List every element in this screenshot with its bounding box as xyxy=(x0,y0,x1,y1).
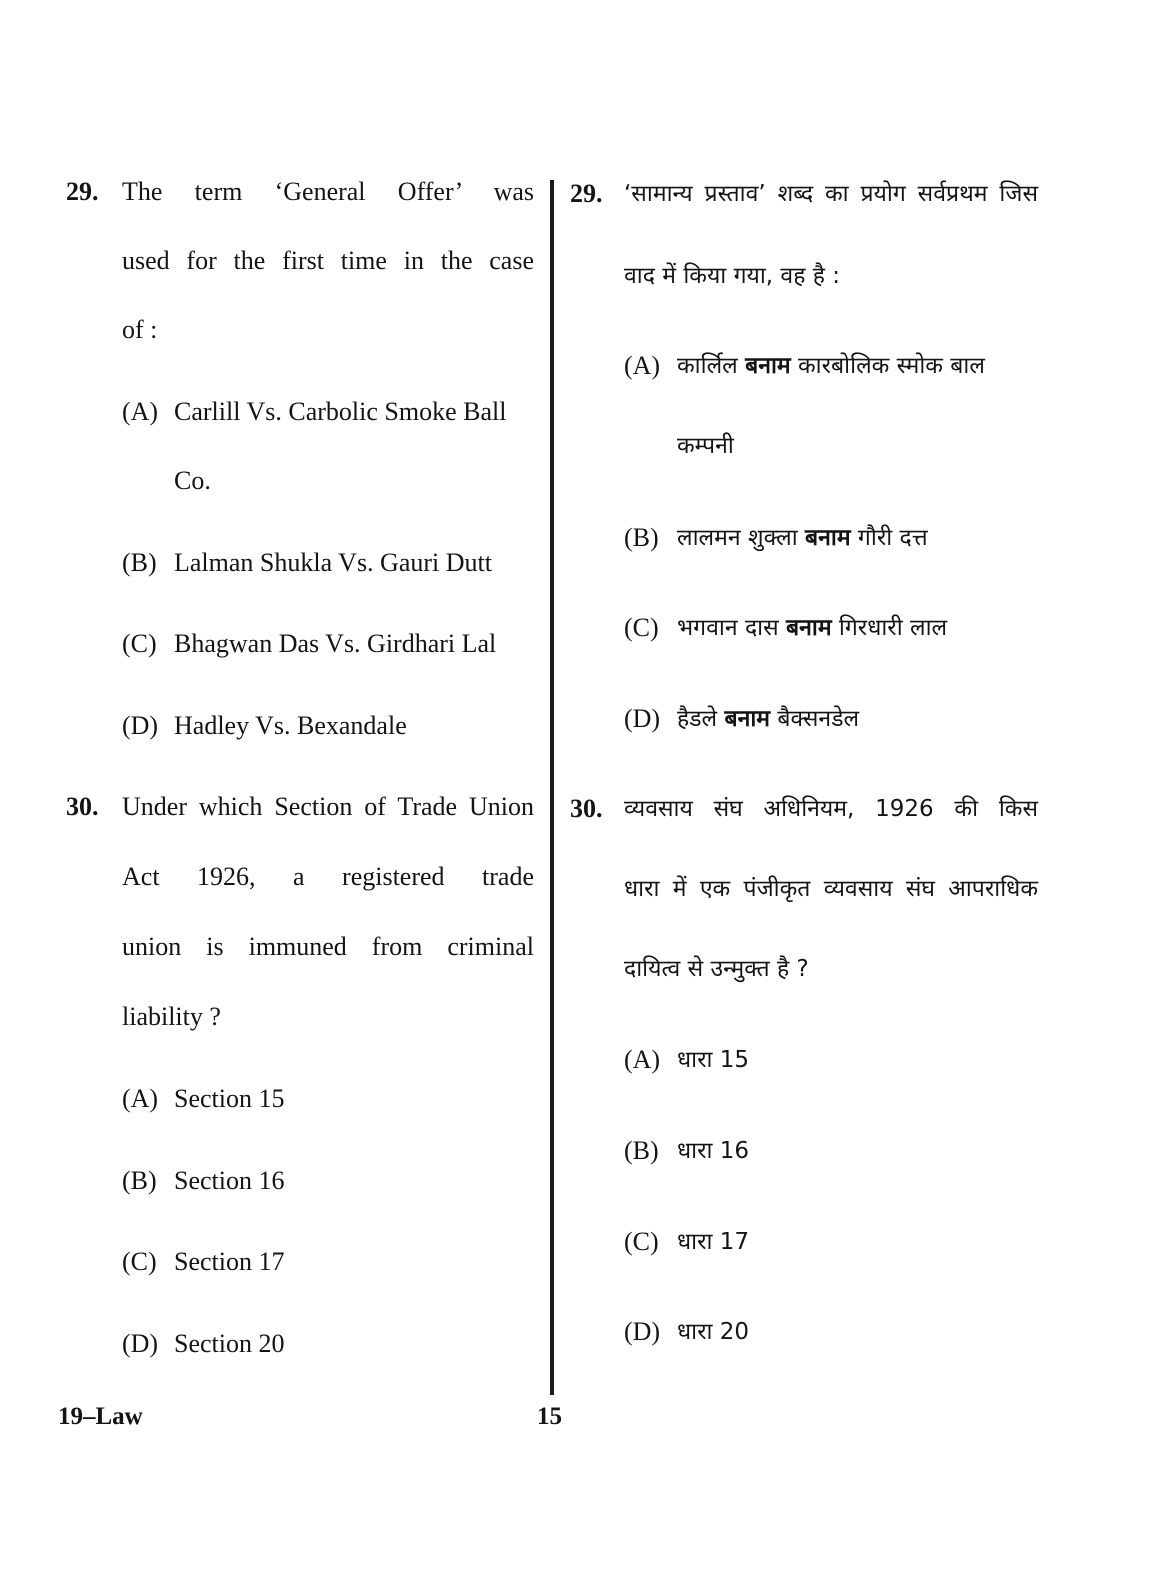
hindi-q29-option-c-label: (C) xyxy=(624,613,659,642)
question-30-line-4: liability ? xyxy=(122,1002,221,1031)
hindi-q29-option-d-text: हैडले बनाम बैक्सनडेल xyxy=(677,706,860,732)
hindi-q29-option-a-line-2: कम्पनी xyxy=(677,433,734,459)
hindi-q29-option-d-label: (D) xyxy=(624,704,661,733)
hindi-question-30-line-1: व्यवसाय संघ अधिनियम, 1926 की किस xyxy=(624,796,1038,822)
question-29-line-1: The term ‘General Offer’ was xyxy=(122,177,534,206)
page-number: 15 xyxy=(537,1403,562,1430)
hindi-q30-option-b-text: धारा 16 xyxy=(677,1138,750,1164)
hindi-question-29-line-1: ‘सामान्य प्रस्ताव’ शब्द का प्रयोग सर्वप्रथम जिस xyxy=(624,181,1038,207)
q29-option-a-line-2: Co. xyxy=(174,466,211,495)
q29-option-c-label: (C) xyxy=(122,629,157,658)
column-divider xyxy=(550,180,554,1395)
hindi-q29-option-a-label: (A) xyxy=(624,351,661,380)
question-30-line-2: Act 1926, a registered trade xyxy=(122,862,534,891)
hindi-q29-option-b-text: लालमन शुक्ला बनाम गौरी दत्त xyxy=(677,525,928,551)
hindi-question-30-line-2: धारा में एक पंजीकृत व्यवसाय संघ आपराधिक xyxy=(624,876,1038,902)
hindi-question-29-line-2: वाद में किया गया, वह है : xyxy=(624,263,841,289)
hindi-q30-option-a-text: धारा 15 xyxy=(677,1047,750,1073)
question-29-line-2: used for the first time in the case xyxy=(122,246,534,275)
hindi-q29-option-c-text: भगवान दास बनाम गिरधारी लाल xyxy=(677,615,948,641)
hindi-q29-option-a-line-1: कार्लिल बनाम कारबोलिक स्मोक बाल xyxy=(677,353,985,379)
q29-option-b-label: (B) xyxy=(122,548,157,577)
q29-option-d-label: (D) xyxy=(122,711,159,740)
q30-option-d-text: Section 20 xyxy=(174,1329,285,1358)
q30-option-b-label: (B) xyxy=(122,1166,157,1195)
hindi-question-30-line-3: दायित्व से उन्मुक्त है ? xyxy=(624,956,809,982)
hindi-q30-option-a-label: (A) xyxy=(624,1045,661,1074)
q29-option-b-text: Lalman Shukla Vs. Gauri Dutt xyxy=(174,548,492,577)
q30-option-b-text: Section 16 xyxy=(174,1166,285,1195)
q30-option-d-label: (D) xyxy=(122,1329,159,1358)
question-29-number: 29. xyxy=(66,177,99,206)
hindi-question-29-number: 29. xyxy=(570,179,603,208)
hindi-q29-option-b-label: (B) xyxy=(624,523,659,552)
q30-option-a-text: Section 15 xyxy=(174,1084,285,1113)
hindi-q30-option-b-label: (B) xyxy=(624,1136,659,1165)
question-30-number: 30. xyxy=(66,792,99,821)
q29-option-a-label: (A) xyxy=(122,397,159,426)
question-30-line-3: union is immuned from criminal xyxy=(122,932,534,961)
hindi-q30-option-d-label: (D) xyxy=(624,1317,661,1346)
question-30-line-1: Under which Section of Trade Union xyxy=(122,792,534,821)
q29-option-d-text: Hadley Vs. Bexandale xyxy=(174,711,407,740)
hindi-q30-option-d-text: धारा 20 xyxy=(677,1319,750,1345)
q30-option-a-label: (A) xyxy=(122,1084,159,1113)
paper-code: 19–Law xyxy=(58,1403,143,1430)
q30-option-c-text: Section 17 xyxy=(174,1247,285,1276)
q30-option-c-label: (C) xyxy=(122,1247,157,1276)
question-29-line-3: of : xyxy=(122,315,158,344)
q29-option-c-text: Bhagwan Das Vs. Girdhari Lal xyxy=(174,629,497,658)
hindi-q30-option-c-label: (C) xyxy=(624,1227,659,1256)
hindi-q30-option-c-text: धारा 17 xyxy=(677,1229,750,1255)
q29-option-a-line-1: Carlill Vs. Carbolic Smoke Ball xyxy=(174,397,507,426)
hindi-question-30-number: 30. xyxy=(570,794,603,823)
